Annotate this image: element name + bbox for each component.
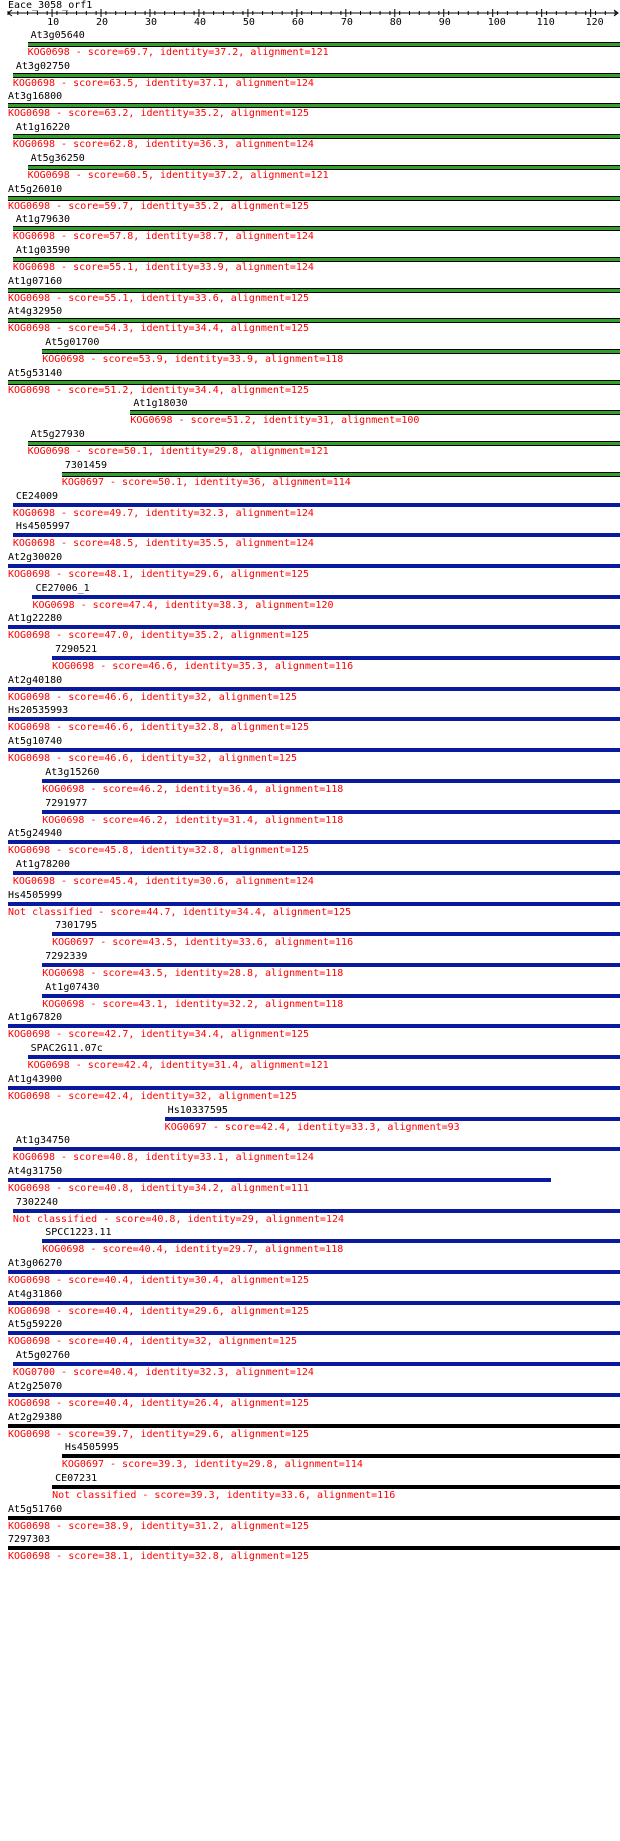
hit-name[interactable]: At5g24940 bbox=[8, 828, 63, 840]
hit-name[interactable]: 7301795 bbox=[55, 920, 98, 932]
hit-name[interactable]: 7291977 bbox=[45, 797, 88, 809]
hit-name[interactable]: At5g59220 bbox=[8, 1319, 63, 1331]
hit-alignment-bar[interactable] bbox=[8, 1270, 620, 1274]
hit-annotation: KOG0698 - score=40.8, identity=33.1, alignment=124 bbox=[12, 1152, 314, 1164]
hit-alignment-bar[interactable] bbox=[8, 625, 620, 629]
hit-annotation: KOG0697 - score=39.3, identity=29.8, alignment=114 bbox=[61, 1459, 363, 1471]
hit-alignment-bar[interactable] bbox=[42, 963, 620, 967]
hit-name[interactable]: At4g32950 bbox=[8, 306, 63, 318]
hit-name[interactable]: At1g79630 bbox=[15, 214, 71, 226]
hit-name[interactable]: At3g15260 bbox=[45, 766, 100, 778]
hit-name[interactable]: At5g53140 bbox=[8, 367, 63, 379]
hit-name[interactable]: At1g78200 bbox=[15, 858, 71, 870]
hit-annotation: KOG0698 - score=46.2, identity=36.4, alignment=118 bbox=[42, 783, 344, 795]
hit-alignment-bar[interactable] bbox=[8, 1393, 620, 1397]
hit-annotation: KOG0700 - score=40.4, identity=32.3, alignment=124 bbox=[12, 1367, 314, 1379]
hit-annotation: KOG0698 - score=51.2, identity=31, alignment=100 bbox=[130, 415, 420, 427]
hit-name[interactable]: At1g07430 bbox=[45, 981, 100, 993]
hit-annotation: KOG0698 - score=49.7, identity=32.3, alignment=124 bbox=[12, 507, 314, 519]
hit-name[interactable]: Hs10337595 bbox=[167, 1104, 228, 1116]
axis-tick-label: 80 bbox=[389, 17, 402, 28]
hit-name[interactable]: 7302240 bbox=[15, 1196, 59, 1208]
hit-alignment-bar[interactable] bbox=[62, 1454, 620, 1458]
hit-annotation: KOG0698 - score=51.2, identity=34.4, alignment=125 bbox=[8, 384, 310, 396]
axis-tick-label: 110 bbox=[536, 17, 555, 28]
hit-annotation: KOG0698 - score=42.7, identity=34.4, alignment=125 bbox=[8, 1029, 310, 1041]
axis-tick-label: 60 bbox=[291, 17, 304, 28]
hit-annotation: KOG0698 - score=57.8, identity=38.7, alignment=124 bbox=[12, 231, 314, 243]
hit-name[interactable]: At1g16220 bbox=[15, 122, 71, 134]
hit-alignment-bar[interactable] bbox=[8, 1086, 620, 1090]
hit-name[interactable]: At1g18030 bbox=[133, 398, 188, 410]
hit-alignment-bar[interactable] bbox=[8, 717, 620, 721]
hit-annotation: KOG0698 - score=42.4, identity=31.4, alignment=121 bbox=[27, 1060, 329, 1072]
hit-name[interactable]: CE24009 bbox=[15, 490, 59, 502]
hit-alignment-bar[interactable] bbox=[13, 1209, 620, 1213]
hit-name[interactable]: CE07231 bbox=[55, 1472, 98, 1484]
hit-annotation: KOG0698 - score=53.9, identity=33.9, alignment=118 bbox=[42, 354, 344, 365]
hit-annotation: KOG0698 - score=39.7, identity=29.6, alignment=125 bbox=[8, 1428, 310, 1440]
hit-annotation: KOG0698 - score=55.1, identity=33.6, alignment=125 bbox=[8, 292, 310, 304]
hit-name[interactable]: Hs4505999 bbox=[8, 889, 63, 901]
hit-annotation: KOG0698 - score=40.4, identity=30.4, alignment=125 bbox=[8, 1275, 310, 1286]
hit-alignment-bar[interactable] bbox=[52, 932, 620, 936]
hit-alignment-bar[interactable] bbox=[13, 871, 620, 875]
hit-name[interactable]: At2g25070 bbox=[8, 1380, 63, 1392]
hit-alignment-bar[interactable] bbox=[165, 1117, 620, 1121]
hit-alignment-bar[interactable] bbox=[8, 1331, 620, 1335]
hit-name[interactable]: At5g27930 bbox=[30, 429, 85, 441]
position-axis bbox=[0, 0, 620, 30]
hit-name[interactable]: At5g26010 bbox=[8, 183, 63, 195]
hit-name[interactable]: Hs4505997 bbox=[15, 521, 71, 533]
hit-name[interactable]: 7292339 bbox=[45, 951, 88, 962]
hit-annotation: KOG0698 - score=48.1, identity=29.6, alignment=125 bbox=[8, 568, 310, 580]
hit-name[interactable]: At5g01700 bbox=[45, 337, 100, 348]
hit-alignment-bar[interactable] bbox=[8, 1024, 620, 1028]
hit-alignment-bar[interactable] bbox=[8, 902, 620, 906]
hit-annotation: KOG0698 - score=63.5, identity=37.1, alignment=124 bbox=[12, 77, 314, 89]
hit-annotation: KOG0697 - score=43.5, identity=33.6, alignment=116 bbox=[52, 937, 354, 949]
hit-name[interactable]: At1g67820 bbox=[8, 1012, 63, 1024]
axis-tick-label: 40 bbox=[193, 17, 206, 28]
hit-name[interactable]: At4g31750 bbox=[8, 1165, 63, 1177]
axis-tick-label: 90 bbox=[438, 17, 451, 28]
hit-name[interactable]: Hs4505995 bbox=[64, 1442, 120, 1454]
axis-tick-label: 100 bbox=[487, 17, 506, 28]
hit-annotation: KOG0698 - score=43.5, identity=28.8, alignment=118 bbox=[42, 968, 344, 979]
hit-annotation: Not classified - score=40.8, identity=29, alignment=124 bbox=[12, 1213, 345, 1225]
hit-alignment-bar[interactable] bbox=[13, 1362, 620, 1366]
hit-alignment-bar[interactable] bbox=[13, 1147, 620, 1151]
hit-annotation: KOG0698 - score=40.8, identity=34.2, alignment=111 bbox=[8, 1182, 310, 1194]
hit-annotation: KOG0698 - score=69.7, identity=37.2, alignment=121 bbox=[27, 47, 329, 58]
hit-annotation: KOG0698 - score=47.4, identity=38.3, alignment=120 bbox=[32, 599, 334, 611]
hit-name[interactable]: At5g02760 bbox=[15, 1350, 71, 1362]
hit-annotation: KOG0698 - score=63.2, identity=35.2, alignment=125 bbox=[8, 108, 310, 120]
hit-annotation: KOG0698 - score=46.6, identity=35.3, alignment=116 bbox=[52, 661, 354, 672]
hit-name[interactable]: At1g07160 bbox=[8, 275, 63, 287]
hit-alignment-bar[interactable] bbox=[52, 656, 620, 660]
hit-annotation: KOG0698 - score=40.4, identity=29.6, alignment=125 bbox=[8, 1305, 310, 1317]
hit-annotation: KOG0698 - score=43.1, identity=32.2, alignment=118 bbox=[42, 998, 344, 1010]
hit-alignment-bar[interactable] bbox=[42, 994, 620, 998]
hit-annotation: KOG0698 - score=50.1, identity=29.8, alignment=121 bbox=[27, 446, 329, 458]
hit-alignment-bar[interactable] bbox=[28, 1055, 620, 1059]
query-title: Eace_3058_orf1 bbox=[8, 0, 93, 11]
hit-name[interactable]: 7301459 bbox=[64, 459, 107, 471]
hit-name[interactable]: SPAC2G11.07c bbox=[30, 1043, 103, 1055]
hit-annotation: KOG0698 - score=38.9, identity=31.2, alignment=125 bbox=[8, 1520, 310, 1532]
hit-name[interactable]: At5g10740 bbox=[8, 736, 63, 748]
hit-name[interactable]: Hs20535993 bbox=[8, 705, 69, 717]
hit-annotation: KOG0698 - score=54.3, identity=34.4, alignment=125 bbox=[8, 323, 310, 335]
hit-alignment-bar[interactable] bbox=[42, 779, 620, 783]
hit-name[interactable]: At4g31860 bbox=[8, 1288, 63, 1300]
hit-alignment-bar[interactable] bbox=[8, 748, 620, 752]
hit-annotation: KOG0698 - score=46.6, identity=32.8, alignment=125 bbox=[8, 722, 310, 734]
hit-name[interactable]: At2g30020 bbox=[8, 551, 63, 563]
hit-name[interactable]: At5g51760 bbox=[8, 1503, 63, 1515]
hit-annotation: KOG0698 - score=47.0, identity=35.2, alignment=125 bbox=[8, 630, 310, 642]
hit-annotation: KOG0698 - score=46.6, identity=32, alignment=125 bbox=[8, 691, 297, 703]
hit-alignment-bar[interactable] bbox=[32, 595, 620, 599]
hit-annotation: KOG0698 - score=40.4, identity=29.7, alignment=118 bbox=[42, 1244, 344, 1256]
hit-annotation: KOG0698 - score=48.5, identity=35.5, alignment=124 bbox=[12, 538, 314, 550]
hit-name[interactable]: At1g22280 bbox=[8, 613, 63, 625]
hit-name[interactable]: At3g16800 bbox=[8, 91, 63, 103]
hit-annotation: KOG0698 - score=40.4, identity=32, alignment=125 bbox=[8, 1336, 297, 1348]
hit-annotation: Not classified - score=44.7, identity=34.4, alignment=125 bbox=[8, 906, 352, 918]
hit-annotation: KOG0698 - score=59.7, identity=35.2, alignment=125 bbox=[8, 200, 310, 212]
hit-name[interactable]: At3g05640 bbox=[30, 30, 85, 41]
hit-annotation: KOG0698 - score=60.5, identity=37.2, alignment=121 bbox=[27, 169, 329, 181]
hit-alignment-bar[interactable] bbox=[8, 1301, 620, 1305]
hit-alignment-bar[interactable] bbox=[8, 564, 620, 568]
hit-annotation: KOG0698 - score=55.1, identity=33.9, alignment=124 bbox=[12, 261, 314, 273]
hit-name[interactable]: SPCC1223.11 bbox=[45, 1227, 112, 1239]
hit-name[interactable]: At1g34750 bbox=[15, 1135, 71, 1147]
hit-name[interactable]: At5g36250 bbox=[30, 152, 85, 164]
hit-annotation: KOG0698 - score=62.8, identity=36.3, alignment=124 bbox=[12, 139, 314, 151]
hit-alignment-bar[interactable] bbox=[8, 687, 620, 691]
hit-name[interactable]: At1g43900 bbox=[8, 1073, 63, 1085]
hit-alignment-bar[interactable] bbox=[8, 840, 620, 844]
hit-name[interactable]: At3g06270 bbox=[8, 1258, 63, 1269]
hit-alignment-bar[interactable] bbox=[8, 1178, 551, 1182]
hit-annotation: KOG0698 - score=45.8, identity=32.8, alignment=125 bbox=[8, 845, 310, 857]
hit-name[interactable]: At3g02750 bbox=[15, 60, 71, 72]
hit-alignment-bar[interactable] bbox=[8, 1546, 620, 1550]
hit-name[interactable]: At2g29380 bbox=[8, 1411, 63, 1423]
hit-annotation: KOG0698 - score=40.4, identity=26.4, alignment=125 bbox=[8, 1397, 310, 1409]
hit-alignment-bar[interactable] bbox=[42, 1239, 620, 1243]
hit-name[interactable]: CE27006_1 bbox=[35, 582, 90, 594]
axis-tick-label: 10 bbox=[47, 17, 60, 28]
hit-annotation: KOG0697 - score=50.1, identity=36, alignment=114 bbox=[61, 476, 351, 488]
axis-tick-label: 70 bbox=[340, 17, 353, 28]
hit-annotation: KOG0698 - score=42.4, identity=32, alignment=125 bbox=[8, 1090, 297, 1102]
hit-annotation: Not classified - score=39.3, identity=33.6, alignment=116 bbox=[52, 1489, 396, 1501]
hit-alignment-bar[interactable] bbox=[13, 503, 620, 507]
hit-annotation: KOG0698 - score=46.6, identity=32, alignment=125 bbox=[8, 753, 297, 765]
axis-tick-label: 30 bbox=[144, 17, 158, 28]
hit-name[interactable]: 7290521 bbox=[55, 644, 98, 655]
hit-name[interactable]: At1g03590 bbox=[15, 244, 71, 256]
axis-tick-label: 20 bbox=[96, 17, 109, 28]
hit-name[interactable]: 7297303 bbox=[8, 1534, 51, 1546]
hit-annotation: KOG0698 - score=46.2, identity=31.4, alignment=118 bbox=[42, 814, 344, 826]
hit-annotation: KOG0698 - score=45.4, identity=30.6, alignment=124 bbox=[12, 875, 314, 887]
hit-annotation: KOG0697 - score=42.4, identity=33.3, alignment=93 bbox=[164, 1121, 460, 1133]
axis-tick-label: 50 bbox=[242, 17, 255, 28]
axis-tick-label: 120 bbox=[585, 17, 604, 28]
hit-alignment-bar[interactable] bbox=[42, 810, 620, 814]
hit-alignment-bar[interactable] bbox=[8, 1516, 620, 1520]
hit-alignment-bar[interactable] bbox=[8, 1424, 620, 1428]
hit-name[interactable]: At2g40180 bbox=[8, 674, 63, 686]
hit-alignment-bar[interactable] bbox=[13, 533, 620, 537]
hit-alignment-bar[interactable] bbox=[52, 1485, 620, 1489]
hit-annotation: KOG0698 - score=38.1, identity=32.8, alignment=125 bbox=[8, 1551, 310, 1563]
